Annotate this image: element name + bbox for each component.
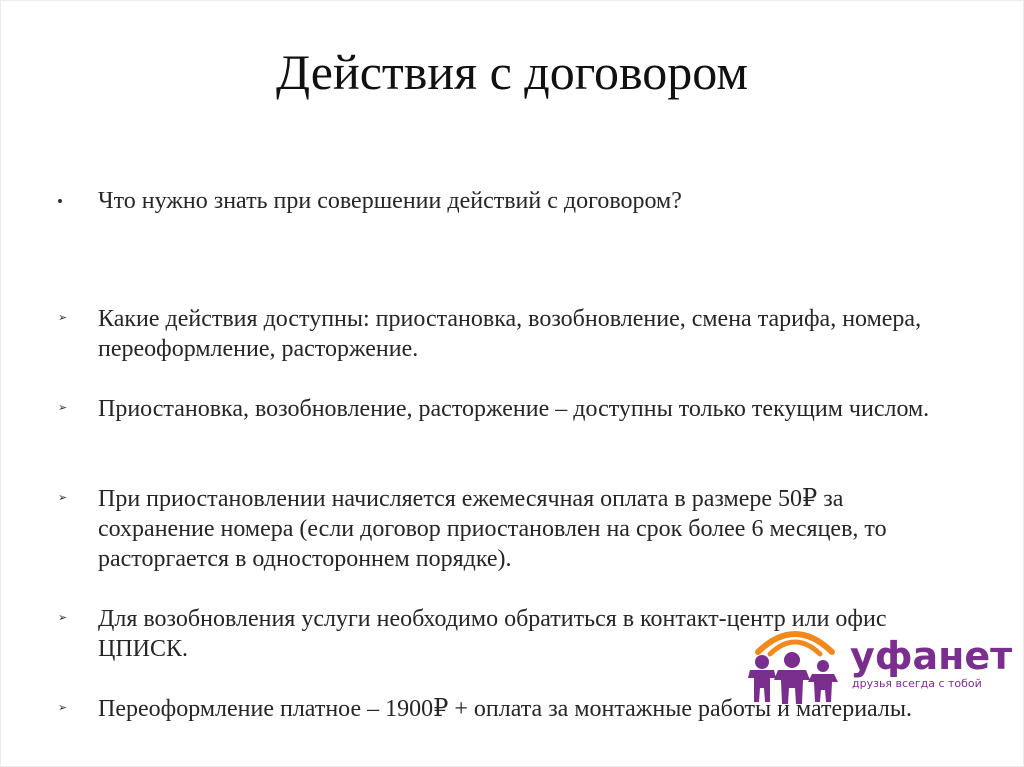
arrowhead-bullet-icon: ➢: [58, 311, 68, 324]
logo-brand-text: уфанет: [850, 634, 1013, 678]
arrowhead-bullet-icon: ➢: [58, 491, 68, 504]
arrowhead-bullet-icon: ➢: [58, 701, 68, 714]
dot-bullet-icon: [58, 199, 62, 203]
list-item-text: Приостановка, возобновление, расторжение – доступны только текущим числом.: [98, 396, 930, 422]
list-item-text: При приостановлении начисляется ежемесячная оплата в размере 50₽ за сохранение номера (если договор приостановлен на срок более 6 месяцев, то расторгается в одностороннем порядке).: [98, 486, 887, 572]
list-item-text: Переоформление платное – 1900₽ + оплата за монтажные работы и материалы.: [98, 696, 913, 722]
slide-title: Действия с договором: [276, 44, 748, 100]
arrowhead-bullet-icon: ➢: [58, 611, 68, 624]
list-item-text: Какие действия доступны: приостановка, возобновление, смена тарифа, номера, переоформление, расторжение.: [98, 306, 922, 362]
logo-figures-icon: [740, 618, 850, 708]
ufanet-logo: [740, 618, 1013, 708]
arrowhead-bullet-icon: ➢: [58, 401, 68, 414]
list-item-text: Для возобновления услуги необходимо обратиться в контакт-центр или офис ЦПИСК.: [98, 606, 887, 662]
intro-text: Что нужно знать при совершении действий с договором?: [98, 188, 682, 214]
logo-slogan: друзья всегда с тобой: [852, 677, 982, 690]
